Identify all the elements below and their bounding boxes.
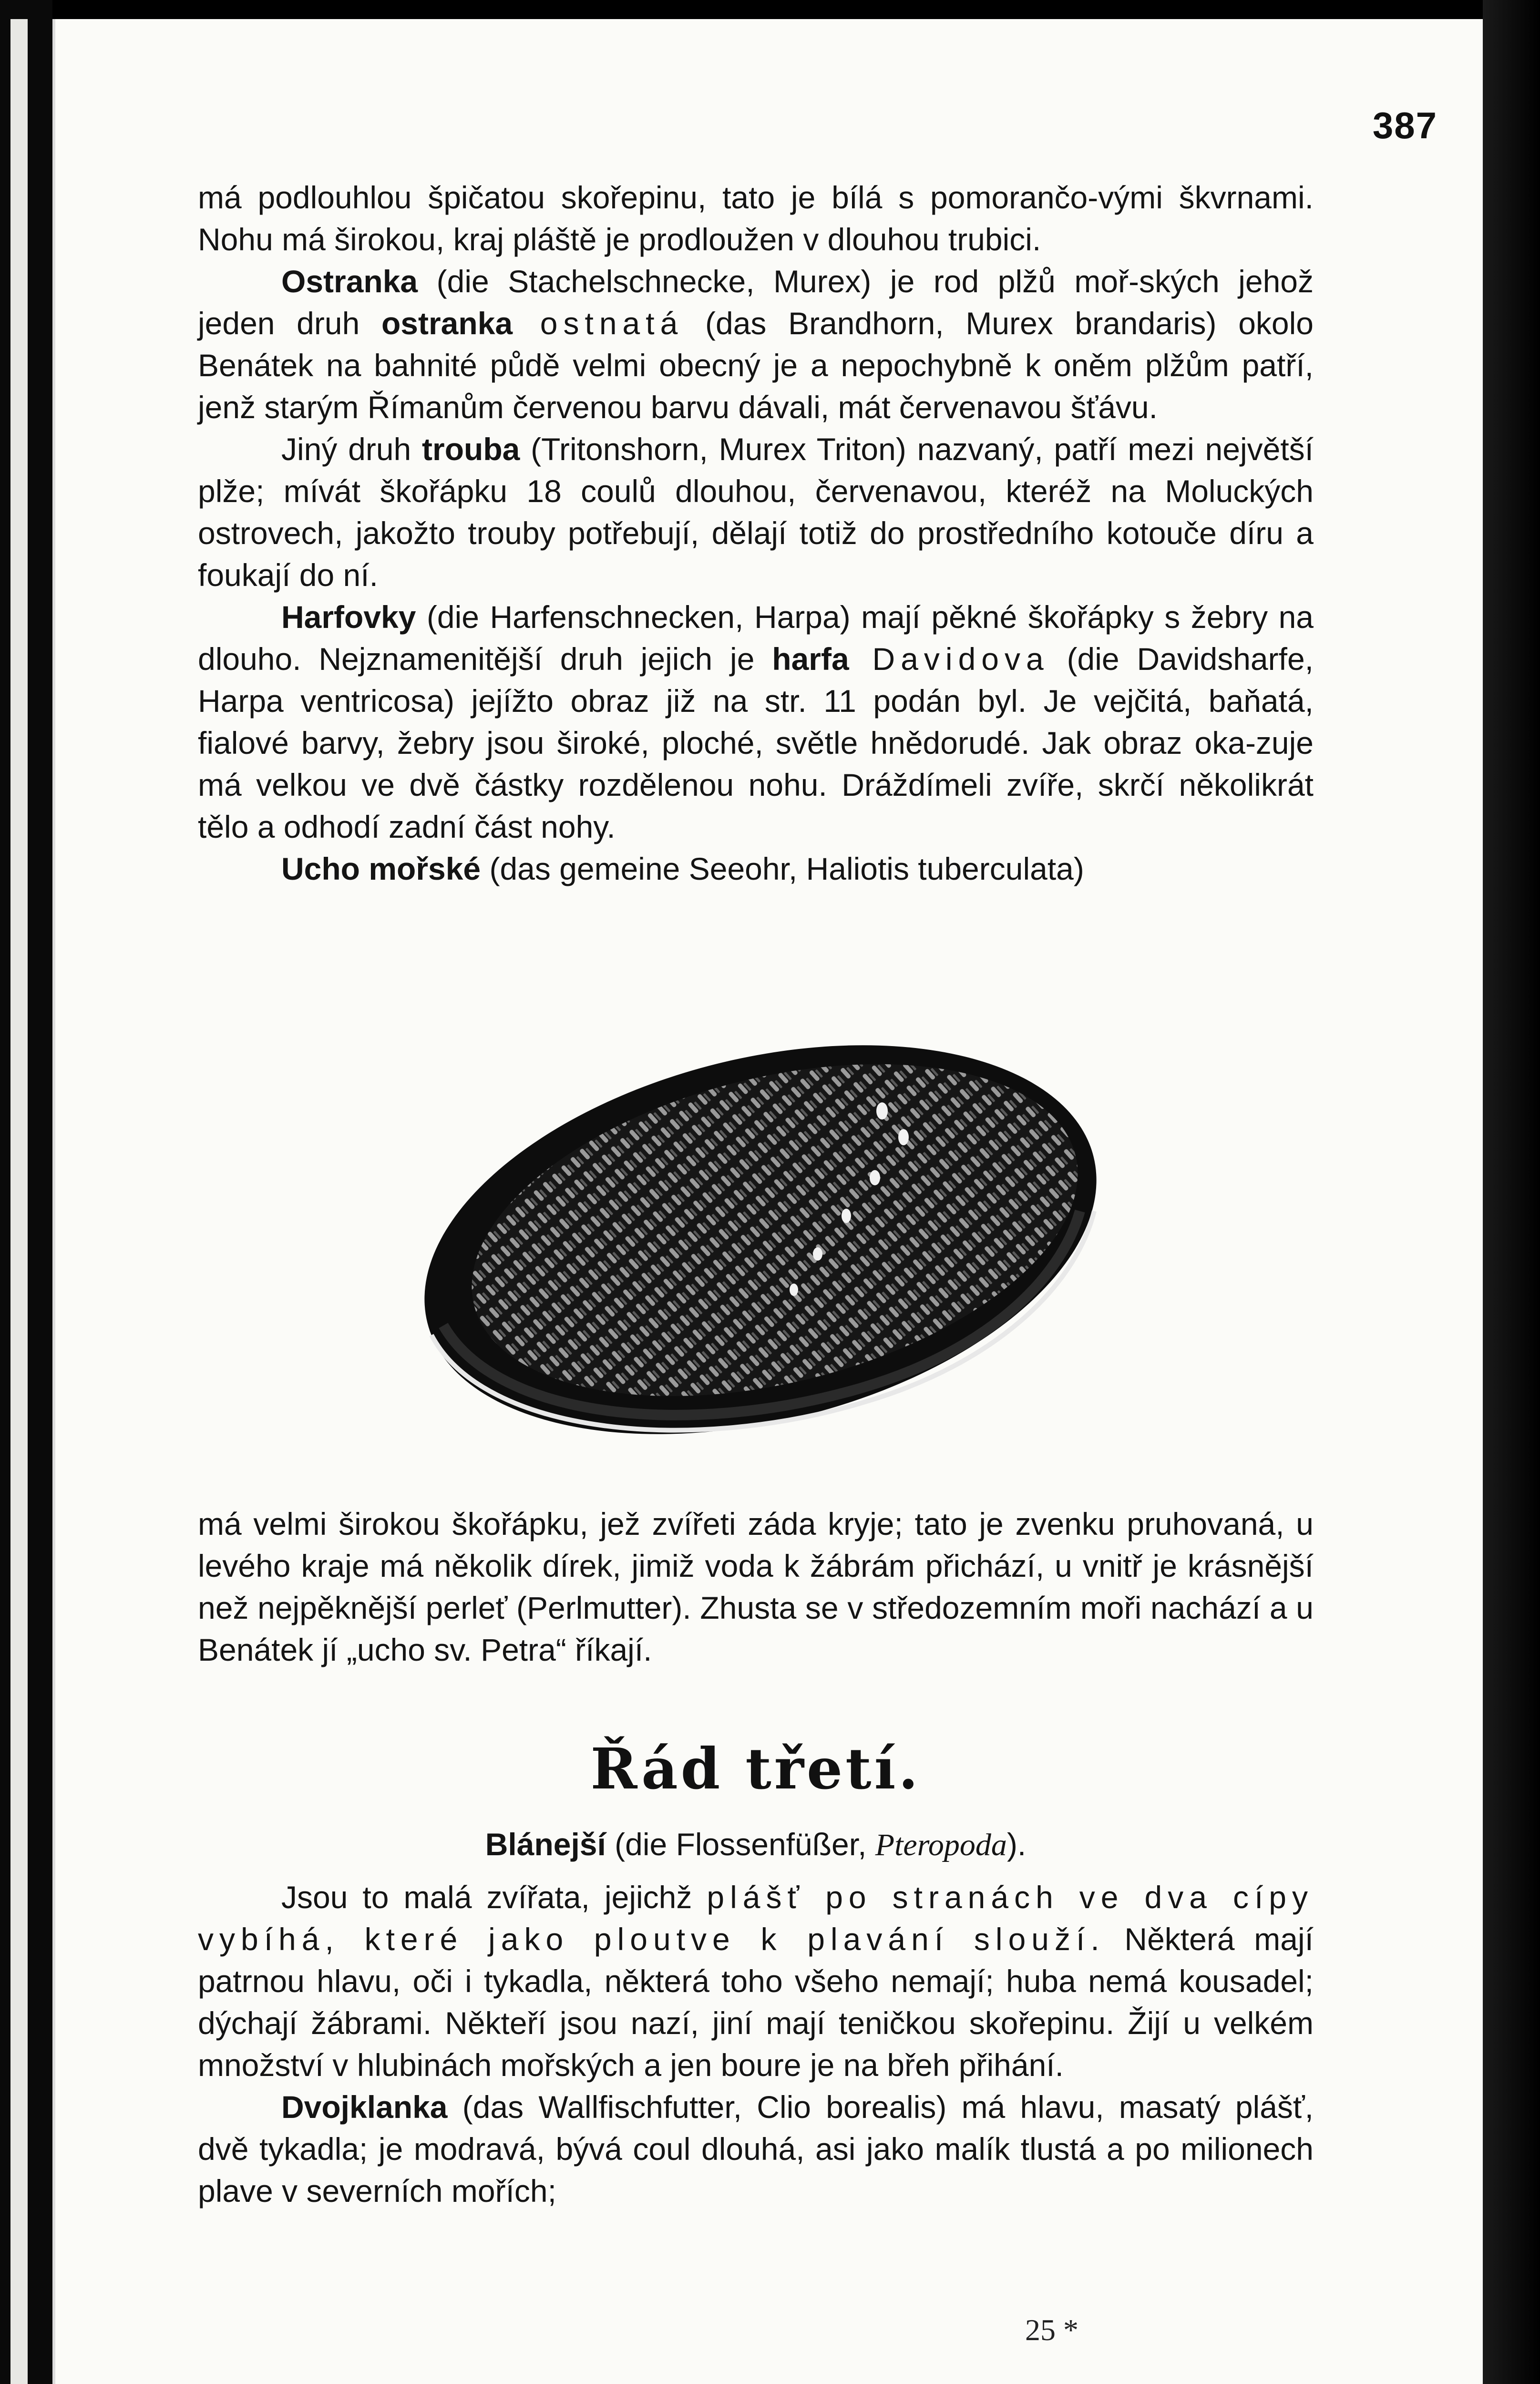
text-block-top	[198, 176, 1314, 890]
top-run: (die Davidsharfe, Harpa ventricosa) jejížto obraz již na str. 11 podán byl. Je vejčitá, baňatá, fialové barvy, žebry jsou široké, ploché, světle hnědorudé. Jak obraz oka-zuje má velkou ve dvě částky rozdělenou nohu. Dráždímeli zvíře, skrčí několikrát tělo a odhodí zadní část nohy.	[198, 641, 1314, 844]
bottom-run: plášť po stranách ve dva cípy vybíhá, které jako ploutve k plavání slouží.	[198, 1880, 1314, 1957]
top-paragraph	[198, 260, 1314, 428]
top-run: Ucho mořské	[281, 851, 481, 886]
bottom-run: Jsou to malá zvířata, jejichž	[281, 1880, 707, 1915]
scan-right-margin	[1483, 0, 1540, 2384]
page-number: 387	[1372, 104, 1437, 146]
text-block-after-figure	[198, 1503, 1314, 1671]
order-heading: Řád třetí.	[590, 1736, 921, 1802]
sub-heading-pteropoda	[198, 1826, 1314, 1863]
bottom-run: (das Wallfischfutter, Clio borealis) má hlavu, masatý plášť, dvě tykadla; je modravá, bývá coul dlouhá, asi jako malík tlustá a po milionech plave v severních mořích;	[198, 2089, 1314, 2209]
printer-signature: 25 *	[1025, 2313, 1078, 2347]
sub-heading-latin: Pteropoda	[875, 1828, 1007, 1862]
top-run: (Tritonshorn, Murex Triton) nazvaný, patří mezi největší plže; mívát škořápku 18 coulů dlouhou, červenavou, kteréž na Moluckých ostrovech, jakožto trouby potřebují, dělají totiž do prostředního kotouče díru a foukají do ní.	[198, 432, 1314, 593]
top-run: má podlouhlou špičatou skořepinu, tato je bílá s pomorančo-vými škvrnami. Nohu má širokou, kraj pláště je prodloužen v dlouhou trubici.	[198, 180, 1314, 257]
top-run: (das gemeine Seeohr, Haliotis tuberculata)	[481, 851, 1084, 886]
top-paragraph	[198, 176, 1314, 260]
top-paragraph	[198, 428, 1314, 596]
scan-left-margin	[0, 0, 52, 2384]
sub-heading-bold: Blánejší	[485, 1827, 606, 1862]
top-paragraph	[198, 848, 1314, 890]
bottom-run: Dvojklanka	[281, 2089, 448, 2125]
text-block-bottom	[198, 1876, 1314, 2212]
top-run: Ostranka	[281, 264, 418, 299]
top-run: Jiný druh	[281, 432, 422, 467]
haliotis-shell-illustration	[398, 1039, 1113, 1454]
top-run: (die Stachelschnecke, Murex) je rod plžů moř-ských jehož jeden druh	[198, 264, 1314, 341]
top-run: harfa	[772, 641, 849, 677]
previous-page-edge	[10, 19, 28, 2384]
top-run: Davidova	[849, 641, 1049, 677]
top-run: Harfovky	[281, 599, 416, 635]
bottom-run: Některá mají patrnou hlavu, oči i tykadla, některá toho všeho nemají; huba nemá kousadel; dýchají žábrami. Někteří jsou nazí, jiní mají teničkou skořepinu. Žijí u velkém množství v hlubinách mořských a jen boure je na břeh přihání.	[198, 1922, 1314, 2083]
top-run: (die Harfenschnecken, Harpa) mají pěkné škořápky s žebry na dlouho. Nejznamenitější druh jejich je	[198, 599, 1314, 677]
bottom-paragraph	[198, 1876, 1314, 2086]
bottom-paragraph	[198, 2086, 1314, 2212]
sub-heading-end: ).	[1006, 1827, 1027, 1862]
top-run: ostnatá	[513, 306, 684, 341]
top-run: trouba	[422, 432, 520, 467]
top-run: (das Brandhorn, Murex brandaris) okolo Benátek na bahnité půdě velmi obecný je a nepochybně k oněm plžům patří, jenž starým Římanům červenou barvu dávali, mát červenavou šťávu.	[198, 306, 1314, 425]
top-paragraph	[198, 596, 1314, 848]
top-run: ostranka	[381, 306, 513, 341]
sub-heading-german: (die Flossenfüßer,	[606, 1827, 875, 1862]
paragraph-haliotis-description: má velmi širokou škořápku, jež zvířeti záda kryje; tato je zvenku pruhovaná, u levého kraje má několik dírek, jimiž voda k žábrám přichází, u vnitř je krásnější než nejpěknější perleť (Perlmutter). Zhusta se v středozemním moři nachází a u Benátek jí „ucho sv. Petra“ říkají.	[198, 1506, 1314, 1667]
